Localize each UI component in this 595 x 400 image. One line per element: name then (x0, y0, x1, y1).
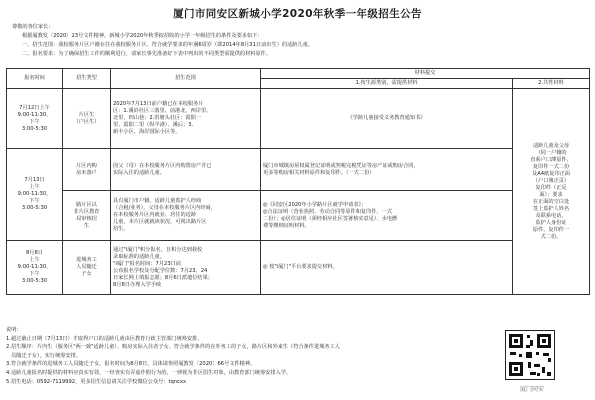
note-2: 2.招生顺序：片内生（服务区"两一致"适龄儿童）、购房实际入住者子女、符合就学条件的在外务工的子女，路片区和外来生（符合条件进城务工人 (6, 344, 340, 351)
note-1: 1.超过截止日期（7月13日）才取得户口的适龄儿童由区教育行政主管部门统筹安排。 (6, 335, 203, 342)
greeting: 尊敬的各位家长： (12, 24, 54, 30)
note-2-cont: 员随迁子女），实行统筹安排。 (11, 352, 82, 359)
intro-paragraph-1: 根据厦教发〔2020〕23号文件精神，新城小学2020年秋季拟招收的小学一年级招生的条件及要求如下： (22, 33, 263, 39)
enrollment-table (6, 68, 590, 295)
watermark-text: 厦门同安 (520, 386, 545, 393)
row-1-time: 7月12日上午 9:00-11:30， 下午 3:00-5:30 (7, 89, 63, 149)
intro-paragraph-2: 一、招生范围：我校服务片区户籍在住在我校服务片区，符合就学要求的年满6周岁（即2014年8月31日前出生）的适龄儿童。 (22, 42, 313, 48)
row-2-range: 因父（母）在本校服务片区内购置房产并已 实际入住的适龄儿童。 (111, 149, 261, 191)
notes-section (6, 326, 496, 386)
row-1-type: 片区生 （户区生） (63, 89, 111, 149)
qr-code-icon (505, 330, 555, 380)
note-5: 5.招生电话：0592-7119992，更多招生信息请关注学校微信公众号：tqncxx (6, 378, 187, 385)
header-common-materials: 2.共性材料 (513, 79, 590, 89)
document-title: 厦门市同安区新城小学2020年秋季一年级招生公告 (173, 8, 422, 20)
header-materials-by-category: 1.按生源类别，需提供材料 (261, 79, 513, 89)
common-materials: 适龄儿童及父母 （同一户籍的 直系户口薄原件、 复印件一式二份 及A4纸复印正面 （户口簿正页） 复印件（正反 面）；要求 在正面的空白处 签上监护人姓名 及联系电话， 监护人身份证 原件、复印件一 式二份。 (513, 89, 590, 295)
header-time: 报名时间 (7, 69, 63, 89)
row-3-material: ◎《同安区2020年小学路片区就学申请表》； ◎合法证明（营业执照、劳动合同等原件和复印件，一式 二份）；◎居住证明（须经相应社区签署核实意见）、水电燃 费等缴纳证明材料。 (261, 191, 513, 241)
header-materials: 材料提交 (261, 69, 590, 79)
header-range: 招生范围 (111, 69, 261, 89)
row-4-range: 通过"i厦门"积分报名，且积分达到我校 录取标准的适龄儿童。 "i厦门"报名时间：7月23日前 公布报名学校及分配学位数：7月23、24 日家长网上填报志愿；8月6日派遣位结果； 8月8日办理入学手续 (111, 241, 261, 295)
row-2-material: 厦门市城镇房屋权属登记证明或契税完税凭证等房产证或购房合同， 更多等购房相关材料原件和复印件。（一式二份） (261, 149, 513, 191)
row-3-range: 具有厦门市户籍，适龄儿童监护人经商 （合租/业务），父母在本校服务片区内经商， 在本校服务片区内就业、居住的适龄 儿童，本片区就就读状况，可视出路片区 招生。 (111, 191, 261, 241)
row-4-time: 8月8日 上午 9:00-11:30， 下午 3:00-5:30 (7, 241, 63, 295)
row-2-type: 片区内购 房未落户 (63, 149, 111, 191)
row-3-type: 路片区以 非片区教育 局审核招 生 (63, 191, 111, 241)
row-4-material: ◎ 按"i厦门"平台要求提交材料。 (261, 241, 513, 295)
notes-heading: 说明： (6, 327, 22, 333)
row-4-type: 进城务工 人员随迁 子女 (63, 241, 111, 295)
row-2-time: 7月13日 上午 9:00-11:30， 下午 3:00-5:30 (7, 149, 63, 241)
header-type: 招生类型 (63, 69, 111, 89)
row-1-range: 2020年7月13日前户籍已在本校服务片 区：1.溪浒社区三落里、前港北、西岸里、 北里、四山巷；2.洪塘头社区：霞阳一 里、霞阳二里（纵半港）、溪后；3. 新丰小区、海岸国际小区等。 (111, 89, 261, 149)
row-1-material: 《学龄儿童接受义务教育通知书》 (261, 89, 513, 149)
note-3: 3.符合就学条件的进城务工人员随迁子女，报名时间为8月8日，具体请参照厦教发〔2020〕66号文件精神。 (6, 361, 256, 368)
note-4: 4.适龄儿童报名时提供的材料应真实有效，一经查实有弄虚作假行为的，一律视为非区招生对象，由教育部门统筹安排入学。 (6, 369, 292, 376)
intro-paragraph-3: 二、报名要求：为了确保招生工作的顺利进行，请家长事先准备好下表中列出的不同类型需提供的材料原件。 (22, 51, 272, 57)
